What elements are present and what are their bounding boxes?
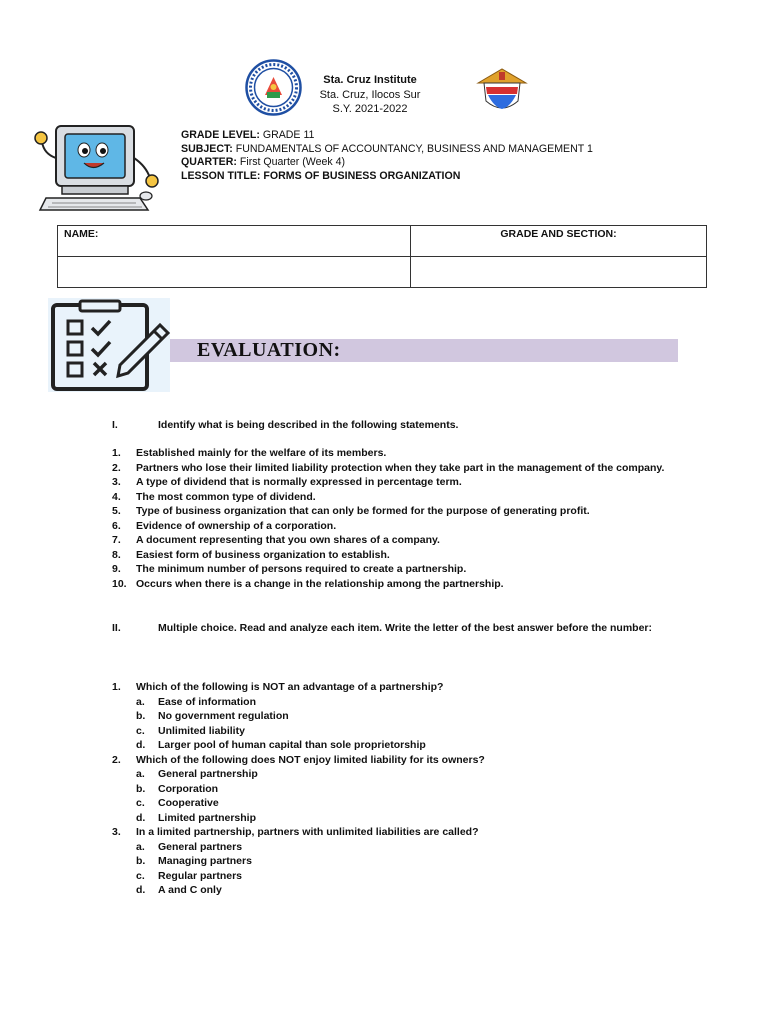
computer-mascot-icon [28, 118, 163, 218]
choice: d. Limited partnership [136, 811, 257, 824]
lesson-title-line: LESSON TITLE: FORMS OF BUSINESS ORGANIZATION [181, 169, 461, 182]
grade-level-line: GRADE LEVEL: GRADE 11 [181, 129, 315, 141]
part1-numeral: I. [112, 419, 118, 431]
list-item: 10. Occurs when there is a change in the relationship among the partnership. [112, 577, 504, 590]
choice: c. Regular partners [136, 869, 243, 882]
question-2: 2. Which of the following does NOT enjoy limited liability for its owners? [112, 753, 485, 766]
choice: c. Cooperative [136, 797, 219, 809]
question-1-choices [136, 695, 682, 753]
choice: d. A and C only [136, 884, 222, 896]
school-name: Sta. Cruz Institute [323, 74, 417, 86]
lesson-meta [181, 129, 593, 183]
part2-instruction: Multiple choice. Read and analyze each item. Write the letter of the best answer before the number: [158, 622, 653, 634]
list-item: 2. Partners who lose their limited liability protection when they take part in the management of the company. [112, 461, 665, 474]
choice: a. Ease of information [136, 695, 257, 708]
quarter-line: QUARTER: First Quarter (Week 4) [181, 156, 346, 168]
list-item: 8. Easiest form of business organization to establish. [112, 548, 390, 561]
list-item: 3. A type of dividend that is normally expressed in percentage term. [112, 476, 462, 488]
checklist-icon [50, 299, 172, 393]
question-2-choices [136, 767, 682, 825]
part1-items [112, 446, 682, 591]
list-item: 1. Established mainly for the welfare of its members. [112, 447, 387, 459]
list-item: 7. A document representing that you own shares of a company. [112, 534, 440, 546]
list-item: 4. The most common type of dividend. [112, 490, 316, 503]
choice: a. General partnership [136, 768, 258, 780]
school-location: Sta. Cruz, Ilocos Sur [319, 88, 421, 101]
list-item: 5. Type of business organization that can only be formed for the purpose of generating profit. [112, 505, 590, 517]
part2-numeral: II. [112, 622, 121, 634]
choice: d. Larger pool of human capital than sole proprietorship [136, 739, 426, 751]
school-seal-icon [245, 59, 302, 116]
grade-section-label-cell: GRADE AND SECTION: [411, 226, 707, 257]
choice: b. Corporation [136, 782, 219, 795]
name-label-cell: NAME: [58, 226, 411, 257]
grade-section-field[interactable] [411, 257, 707, 288]
list-item: 6. Evidence of ownership of a corporation. [112, 519, 337, 532]
part2-questions [112, 680, 682, 898]
question-3: 3. In a limited partnership, partners with unlimited liabilities are called? [112, 826, 479, 838]
choice: b. No government regulation [136, 710, 289, 722]
name-field[interactable] [58, 257, 411, 288]
question-1: 1. Which of the following is NOT an advantage of a partnership? [112, 681, 444, 693]
subject-line: SUBJECT: FUNDAMENTALS OF ACCOUNTANCY, BUSINESS AND MANAGEMENT 1 [181, 142, 593, 155]
evaluation-title: EVALUATION: [197, 339, 341, 361]
question-3-choices [136, 840, 682, 898]
student-info-table [57, 225, 707, 288]
choice: c. Unlimited liability [136, 724, 245, 737]
school-year: S.Y. 2021-2022 [332, 103, 408, 115]
choice: a. General partners [136, 840, 243, 853]
diocese-logo-icon [474, 67, 530, 115]
list-item: 9. The minimum number of persons required to create a partnership. [112, 563, 467, 575]
choice: b. Managing partners [136, 855, 252, 867]
part1-instruction: Identify what is being described in the following statements. [158, 419, 459, 431]
school-header [300, 73, 440, 117]
